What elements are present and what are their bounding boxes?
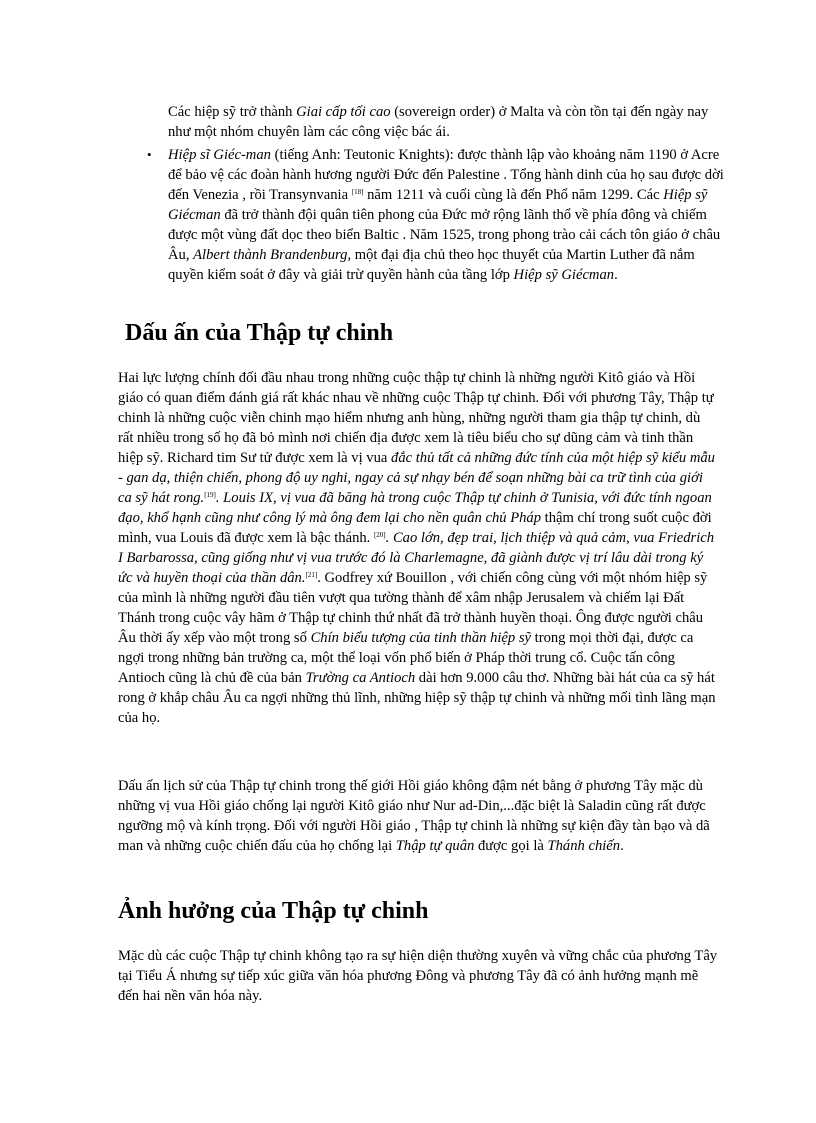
footnote-ref[interactable]: [18]: [351, 188, 364, 196]
text-run: trong mọi thời đại, được ca ngợi trong những bản trường ca, một thể loại vốn phổ biến ở Pháp thời trung cổ. Cuộc tấn công Antioch cũng là chủ đề của bản: [118, 630, 694, 686]
italic-term: Trường ca Antioch: [305, 670, 416, 686]
text-run: Hai lực lượng chính đối đầu nhau trong những cuộc thập tự chinh là những người Kitô giáo và Hồi giáo có quan điểm đánh giá rất khác nhau về những cuộc Thập tự chinh. Đối với phương Tây, Thập tự chinh là những cuộc viễn chinh mạo hiểm nhưng anh hùng, những người tham gia thập tự chinh, dù rất nhiều trong số họ đã bỏ mình nơi chiến địa được xem là tiêu biểu cho sự dũng cảm và tinh thần hiệp sỹ. Richard tim Sư tử được xem là vị vua: [118, 370, 714, 466]
italic-quote: . Cao lớn, đẹp trai, lịch thiệp và quả cảm, vua Friedrich I Barbarossa, cũng giống như vị vua trước đó là Charlemagne, đã giành được vị trí lâu dài trong ký ức và huyền thoại của thần dân.: [118, 530, 715, 586]
italic-term: Thánh chiến: [547, 838, 621, 854]
italic-quote: đắc thủ tất cả những đức tính của một hiệp sỹ kiểu mẫu - gan dạ, thiện chiến, phong độ uy nghi, ngay cả sự nhạy bén để soạn những bài ca trữ tình của giới ca sỹ hát rong.: [118, 450, 715, 506]
text-run: Dấu ấn lịch sử của Thập tự chinh trong thế giới Hồi giáo không đậm nét bằng ở phương Tây mặc dù những vị vua Hồi giáo chống lại người Kitô giáo như Nur ad-Din,...đặc biệt là Saladin cũng rất được ngưỡng mộ và kính trọng. Đối với người Hồi giáo , Thập tự chinh là những sự kiện đầy tàn bạo và dã man và những cuộc chiến đấu của họ chống lại: [118, 778, 710, 854]
text-run: .: [614, 267, 618, 283]
paragraph-islamic-view: [118, 776, 718, 856]
footnote-ref[interactable]: [21]: [305, 571, 318, 579]
italic-term: Thập tự quân: [395, 838, 475, 854]
text-run: , một đại địa chủ theo học thuyết của Martin Luther đã nắm quyền kiểm soát ở đây và giải trừ quyền hành của tầng lớp: [168, 247, 695, 283]
footnote-ref[interactable]: [20]: [373, 531, 386, 539]
italic-term: Hiệp sỹ Giécman: [168, 187, 708, 223]
text-run: thậm chí trong suốt cuộc đời mình, vua Louis đã được xem là bậc thánh.: [118, 510, 712, 546]
italic-term: Giai cấp tối cao: [296, 104, 391, 120]
bullet-marker: •: [147, 147, 152, 162]
text-run: đã trở thành đội quân tiên phong của Đức mở rộng lãnh thổ về phía đông và chiếm được một vùng đất dọc theo biển Baltic . Năm 1525, trong phong trào cải cách tôn giáo ở châu Âu,: [168, 207, 721, 263]
text-run: Mặc dù các cuộc Thập tự chinh không tạo ra sự hiện diện thường xuyên và vững chắc của phương Tây tại Tiểu Á nhưng sự tiếp xúc giữa văn hóa phương Đông và phương Tây đã có ảnh hưởng mạnh mẽ đến hai nền văn hóa này.: [118, 948, 718, 1004]
text-run: năm 1211 và cuối cùng là đến Phổ năm 1299. Các: [363, 187, 664, 203]
text-run: (sovereign order) ở Malta và còn tồn tại đến ngày nay như một nhóm chuyên làm các công việc bác ái.: [168, 104, 709, 140]
bullet-continuation: [168, 102, 728, 142]
text-run: dài hơn 9.000 câu thơ. Những bài hát của ca sỹ hát rong ở khắp châu Âu ca ngợi những thủ lĩnh, những hiệp sỹ thập tự chinh và những mối tình lãng mạn của họ.: [118, 670, 716, 726]
text-run: được gọi là: [474, 838, 548, 854]
footnote-ref[interactable]: [19]: [204, 491, 216, 499]
text-run: (tiếng Anh: Teutonic Knights): được thành lập vào khoảng năm 1190 ở Acre để bảo vệ các đoàn hành hương người Đức đến Palestine . Tổng hành dinh của họ sau được dời đến Venezia , rồi Transynvania: [168, 147, 724, 203]
text-run: Các hiệp sỹ trở thành: [168, 104, 297, 120]
italic-quote: . Louis IX, vị vua đã băng hà trong cuộc Thập tự chinh ở Tunisia, với đức tính ngoan đạo, khổ hạnh cũng như công lý mà ông đem lại cho nền quân chủ Pháp: [118, 490, 712, 526]
italic-term: Albert thành Brandenburg: [193, 247, 348, 263]
paragraph-influence: [118, 946, 718, 1006]
section-heading-legacy: Dấu ấn của Thập tự chinh: [125, 320, 394, 346]
text-run: .: [620, 838, 624, 854]
section-heading-influence: Ảnh hưởng của Thập tự chinh: [118, 898, 429, 924]
text-run: . Godfrey xứ Bouillon , với chiến công cùng với một nhóm hiệp sỹ của mình là những người đầu tiên vượt qua tường thành để xâm nhập Jerusalem và chiếm lại Đất Thánh trong cuộc vây hãm ở Thập tự chinh thứ nhất đã trở thành huyền thoại. Ông được người châu Âu thời ấy xếp vào một trong số: [118, 570, 708, 646]
italic-term: Chín biểu tượng của tinh thần hiệp sỹ: [310, 630, 532, 646]
italic-term: Hiệp sĩ Giéc-man: [168, 147, 271, 163]
paragraph-crusade-legacy: [118, 368, 718, 728]
bullet-item-teutonic: [168, 145, 728, 285]
italic-term: Hiệp sỹ Giécman: [513, 267, 615, 283]
